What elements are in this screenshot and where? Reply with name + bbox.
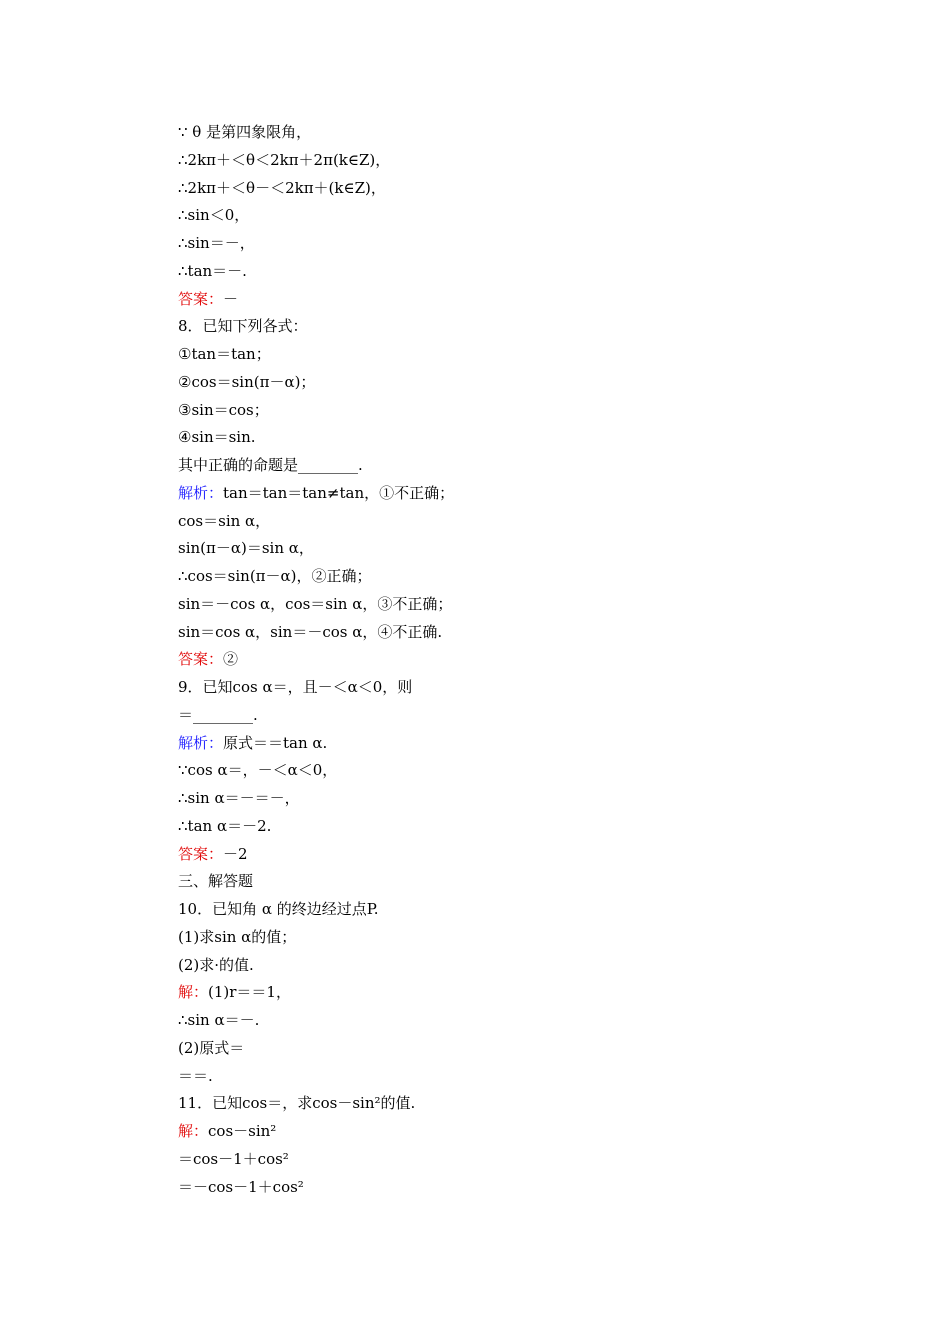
line-text: 11．已知cos＝，求cos－sin²的值. (178, 1094, 416, 1113)
text-line (178, 868, 798, 896)
text-line (178, 1035, 798, 1063)
text-line (178, 896, 798, 924)
answer-label: 答案： (178, 650, 224, 669)
line-text: ④sin＝sin. (178, 428, 256, 447)
line-text: 9．已知cos α＝，且－＜α＜0，则 (178, 678, 413, 696)
line-text: ＝________. (178, 705, 258, 724)
line-text: tan＝tan＝tan≠tan，①不正确； (223, 483, 455, 502)
text-line (178, 508, 798, 536)
line-text: sin(π－α)＝sin α， (178, 539, 314, 558)
line-text: ∴tan＝－. (178, 261, 247, 280)
text-line (178, 979, 798, 1007)
line-text: ∴sin α＝－. (178, 1011, 260, 1029)
line-text: (1)r＝＝1， (208, 983, 291, 1002)
line-text: cos＝sin α， (178, 511, 271, 530)
text-line (178, 1063, 798, 1091)
text-line (178, 1146, 798, 1174)
text-line (178, 286, 798, 314)
line-text: ②cos＝sin(π－α)； (178, 372, 316, 391)
text-line (178, 1090, 798, 1118)
text-line (178, 202, 798, 230)
text-line (178, 646, 798, 674)
answer-label: 答案： (178, 289, 224, 308)
line-text: (1)求sin α的值； (178, 927, 297, 946)
line-text: 8．已知下列各式： (178, 317, 308, 336)
text-line (178, 230, 798, 258)
document-body (178, 119, 798, 1201)
text-line (178, 424, 798, 452)
text-line (178, 480, 798, 508)
line-text: ∴2kπ＋＜θ－＜2kπ＋(k∈Z)， (178, 178, 386, 197)
text-line (178, 563, 798, 591)
line-text: ＝－cos－1＋cos² (178, 1177, 304, 1196)
text-line (178, 591, 798, 619)
line-text: sin＝－cos α，cos＝sin α，③不正确； (178, 594, 453, 613)
line-text: ∴sin＝－， (178, 234, 255, 252)
line-text: sin＝cos α，sin＝－cos α，④不正确. (178, 622, 443, 641)
text-line (178, 757, 798, 785)
line-text: ∴tan α＝－2. (178, 816, 272, 835)
text-line (178, 535, 798, 563)
line-text: ＝cos－1＋cos² (178, 1149, 289, 1168)
text-line (178, 258, 798, 286)
text-line (178, 813, 798, 841)
line-text: － (223, 289, 239, 308)
text-line (178, 397, 798, 425)
text-line (178, 619, 798, 647)
text-line (178, 147, 798, 175)
line-text: ∵cos α＝，－＜α＜0， (178, 761, 338, 780)
text-line (178, 730, 798, 758)
text-line (178, 313, 798, 341)
text-line (178, 1118, 798, 1146)
text-line (178, 369, 798, 397)
line-text: ＝＝. (178, 1066, 213, 1085)
text-line (178, 924, 798, 952)
text-line (178, 702, 798, 730)
line-text: ∴2kπ＋＜θ＜2kπ＋2π(k∈Z)， (178, 150, 391, 169)
line-text: 其中正确的命题是________. (178, 456, 363, 474)
line-text: －2 (223, 844, 248, 863)
text-line (178, 452, 798, 480)
answer-label: 答案： (178, 844, 224, 863)
line-text: cos－sin² (208, 1122, 277, 1140)
text-line (178, 341, 798, 369)
line-text: (2)原式＝ (178, 1038, 245, 1057)
line-text: ∴sin α＝－＝－， (178, 789, 300, 807)
text-line (178, 785, 798, 813)
line-text: ∵ θ 是第四象限角， (178, 123, 312, 141)
text-line (178, 1007, 798, 1035)
answer-label: 解： (178, 983, 209, 1002)
text-line (178, 175, 798, 203)
answer-label: 解： (178, 1122, 209, 1140)
text-line (178, 119, 798, 147)
analysis-label: 解析： (178, 733, 224, 752)
line-text: (2)求·的值. (178, 955, 254, 974)
line-text: ①tan＝tan； (178, 345, 271, 363)
analysis-label: 解析： (178, 483, 224, 502)
text-line (178, 841, 798, 869)
line-text: ∴cos＝sin(π－α)，②正确； (178, 567, 372, 585)
line-text: ∴sin＜0， (178, 206, 250, 225)
line-text: ② (223, 650, 239, 669)
text-line (178, 1174, 798, 1202)
line-text: ③sin＝cos； (178, 400, 269, 419)
line-text: 三、解答题 (178, 872, 254, 891)
text-line (178, 674, 798, 702)
text-line (178, 952, 798, 980)
line-text: 原式＝＝tan α. (223, 733, 328, 752)
line-text: 10．已知角 α 的终边经过点P. (178, 900, 379, 918)
